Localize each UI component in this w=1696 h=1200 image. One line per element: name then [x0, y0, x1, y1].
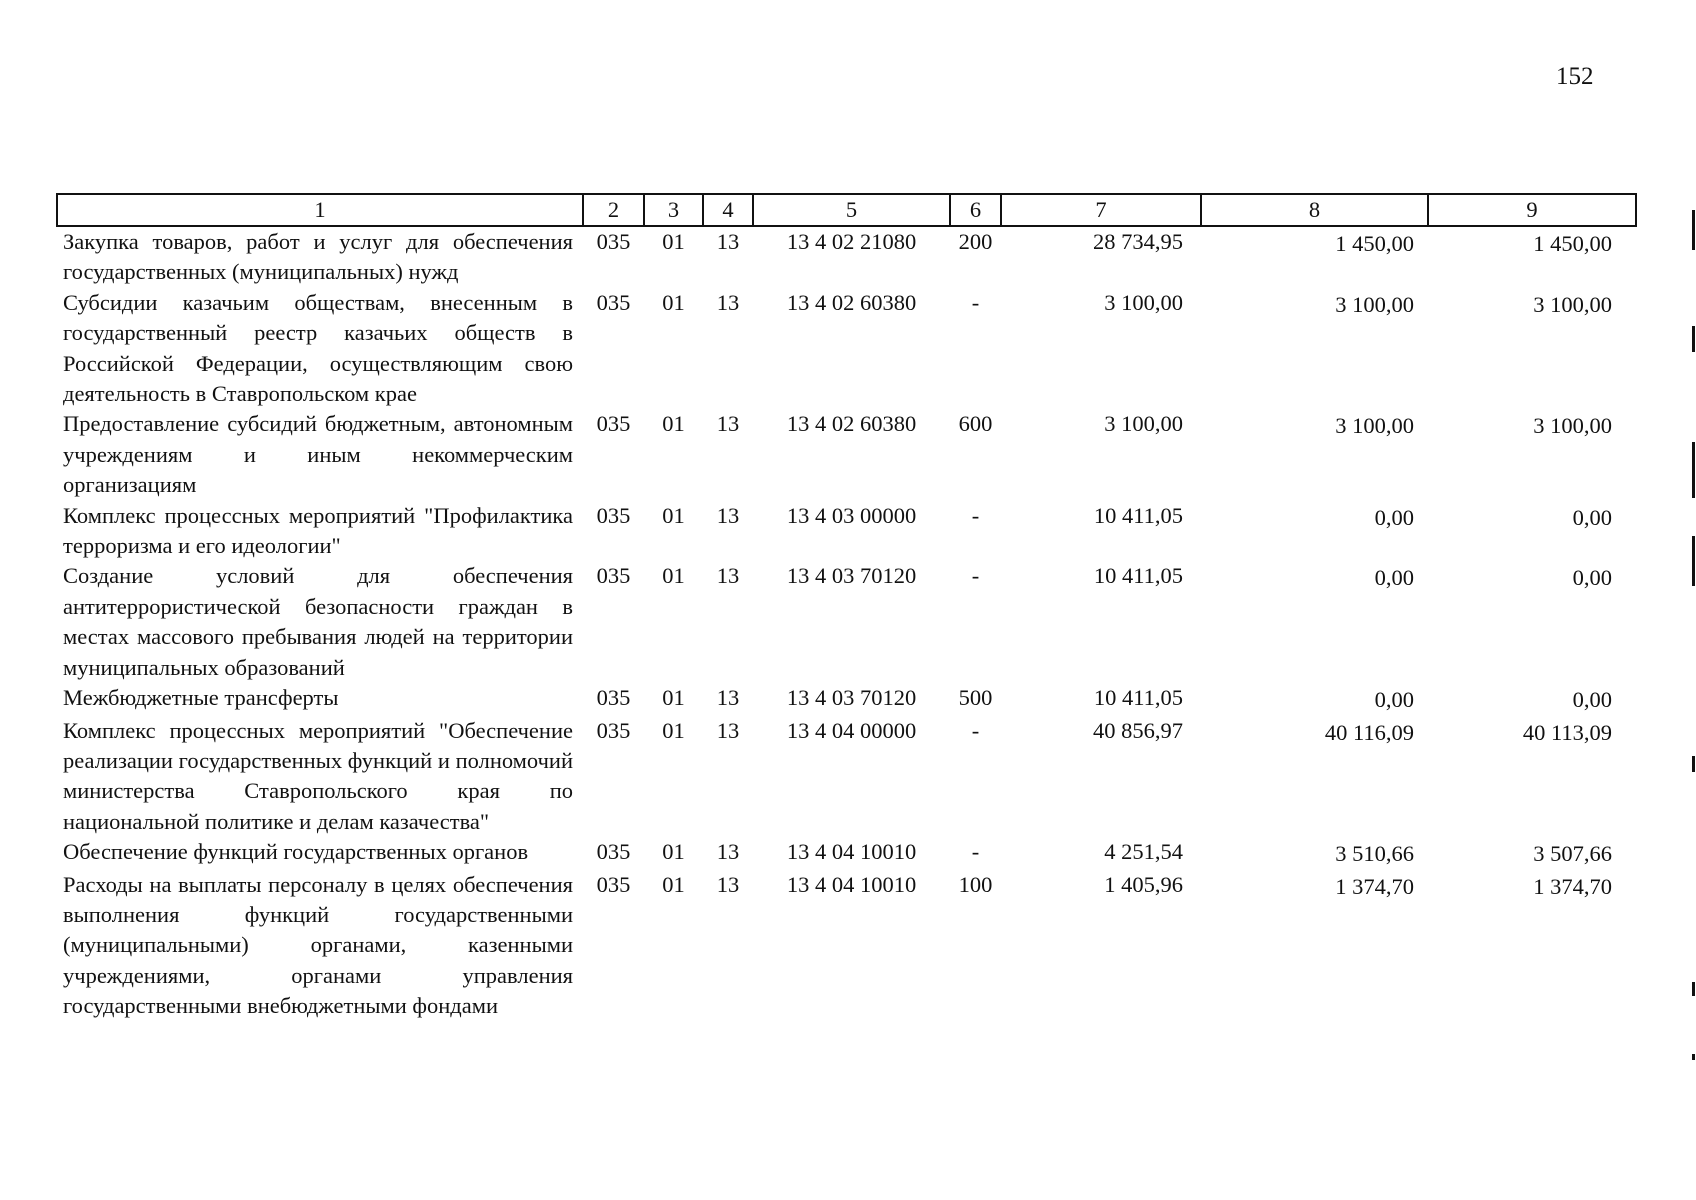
- ministry-code: 035: [596, 502, 631, 528]
- expense-name: Закупка товаров, работ и услуг для обеспечения государственных (муниципальных) нужд: [63, 229, 573, 285]
- expense-type-code: -: [971, 717, 980, 743]
- amount-col-7: 28 734,95: [1093, 229, 1183, 254]
- target-article-code: 13 4 02 60380: [786, 289, 917, 315]
- amount-col-7: 10 411,05: [1093, 502, 1183, 528]
- amount-col-9: 0,00: [1572, 504, 1612, 530]
- section-code: 01: [662, 871, 685, 897]
- target-article-code: 13 4 04 10010: [786, 839, 917, 865]
- section-code: 01: [662, 563, 685, 589]
- amount-col-9: 3 100,00: [1533, 291, 1612, 317]
- header-cell-3: 3: [644, 194, 703, 226]
- scan-edge-mark: [1692, 210, 1695, 250]
- amount-col-8: 3 100,00: [1335, 291, 1414, 317]
- subsection-code: 13: [716, 502, 740, 528]
- amount-col-9: 40 113,09: [1522, 719, 1612, 745]
- expense-name: Межбюджетные трансферты: [63, 685, 339, 711]
- table-row: [57, 288, 1636, 410]
- expense-name: Предоставление субсидий бюджетным, автономным учреждениям и иным некоммерческим организациям: [63, 411, 573, 498]
- amount-col-7: 3 100,00: [1104, 411, 1183, 437]
- expense-type-code: -: [971, 839, 980, 865]
- expense-type-code: -: [971, 563, 980, 589]
- header-cell-8: 8: [1201, 194, 1428, 226]
- amount-col-8: 0,00: [1374, 687, 1414, 713]
- scan-edge-mark: [1692, 442, 1695, 498]
- amount-col-8: 40 116,09: [1324, 719, 1414, 745]
- amount-col-7: 3 100,00: [1104, 289, 1183, 315]
- target-article-code: 13 4 02 21080: [786, 229, 917, 254]
- section-code: 01: [662, 839, 685, 865]
- ministry-code: 035: [596, 563, 631, 589]
- table-header: [57, 194, 1636, 226]
- section-code: 01: [662, 229, 685, 254]
- amount-col-8: 3 100,00: [1335, 413, 1414, 439]
- amount-col-9: 0,00: [1572, 565, 1612, 591]
- scan-edge-mark: [1692, 1054, 1695, 1060]
- amount-col-9: 3 100,00: [1533, 413, 1612, 439]
- table-body: [57, 226, 1636, 1022]
- table-row: [57, 409, 1636, 500]
- expense-name: Обеспечение функций государственных органов: [63, 839, 529, 865]
- amount-col-8: 3 510,66: [1335, 841, 1414, 867]
- target-article-code: 13 4 02 60380: [786, 411, 917, 437]
- table-row: [57, 716, 1636, 838]
- target-article-code: 13 4 03 70120: [786, 685, 917, 711]
- table-row: [57, 683, 1636, 715]
- section-code: 01: [662, 685, 685, 711]
- expense-type-code: -: [971, 502, 980, 528]
- scan-edge-mark: [1692, 756, 1695, 772]
- expense-name: Создание условий для обеспечения антитеррористической безопасности граждан в местах массового пребывания людей на территории муниципальных образований: [63, 563, 573, 680]
- subsection-code: 13: [716, 871, 740, 897]
- amount-col-8: 1 374,70: [1335, 873, 1414, 899]
- amount-col-7: 40 856,97: [1093, 717, 1183, 743]
- subsection-code: 13: [716, 839, 740, 865]
- amount-col-8: 1 450,00: [1335, 231, 1414, 256]
- expense-type-code: 500: [958, 685, 993, 711]
- section-code: 01: [662, 411, 685, 437]
- expense-name: Расходы на выплаты персоналу в целях обеспечения выполнения функций государственными (муниципальными) органами, казенными учреждениями, органами управления государственными внебюджетными фондами: [63, 871, 573, 1019]
- expense-name: Комплекс процессных мероприятий "Обеспечение реализации государственных функций и полномочий министерства Ставропольского края по национальной политике и делам казачества": [63, 717, 573, 834]
- ministry-code: 035: [596, 229, 631, 254]
- expense-name: Субсидии казачьим обществам, внесенным в государственный реестр казачьих обществ в Российской Федерации, осуществляющим свою деятельность в Ставропольском крае: [63, 289, 573, 407]
- table-row: [57, 226, 1636, 288]
- ministry-code: 035: [596, 839, 631, 865]
- table-row: [57, 870, 1636, 1022]
- table-row: [57, 501, 1636, 562]
- subsection-code: 13: [716, 685, 740, 711]
- amount-col-8: 0,00: [1374, 504, 1414, 530]
- subsection-code: 13: [716, 289, 740, 315]
- expense-type-code: -: [971, 289, 980, 315]
- amount-col-8: 0,00: [1374, 565, 1414, 591]
- header-cell-6: 6: [950, 194, 1001, 226]
- subsection-code: 13: [716, 563, 740, 589]
- amount-col-9: 0,00: [1572, 687, 1612, 713]
- target-article-code: 13 4 04 10010: [786, 871, 917, 897]
- ministry-code: 035: [596, 289, 631, 315]
- scan-edge-mark: [1692, 982, 1695, 996]
- table-row: [57, 837, 1636, 869]
- header-cell-1: 1: [57, 194, 583, 226]
- target-article-code: 13 4 03 00000: [786, 502, 917, 528]
- ministry-code: 035: [596, 717, 631, 743]
- ministry-code: 035: [596, 685, 631, 711]
- header-cell-5: 5: [753, 194, 950, 226]
- target-article-code: 13 4 04 00000: [786, 717, 917, 743]
- expense-name: Комплекс процессных мероприятий "Профилактика терроризма и его идеологии": [63, 502, 573, 559]
- subsection-code: 13: [716, 229, 740, 254]
- page-number: 152: [1556, 63, 1594, 90]
- table-row: [57, 561, 1636, 683]
- section-code: 01: [662, 717, 685, 743]
- subsection-code: 13: [716, 717, 740, 743]
- section-code: 01: [662, 289, 685, 315]
- subsection-code: 13: [716, 411, 740, 437]
- ministry-code: 035: [596, 871, 631, 897]
- amount-col-7: 4 251,54: [1104, 839, 1183, 865]
- scan-edge-mark: [1692, 326, 1695, 352]
- target-article-code: 13 4 03 70120: [786, 563, 917, 589]
- scan-edge-mark: [1692, 536, 1695, 586]
- expense-type-code: 100: [958, 871, 993, 897]
- amount-col-9: 1 374,70: [1533, 873, 1612, 899]
- amount-col-9: 3 507,66: [1533, 841, 1612, 867]
- budget-table: [56, 193, 1637, 1022]
- expense-type-code: 200: [958, 229, 993, 254]
- header-row: [57, 194, 1636, 226]
- section-code: 01: [662, 502, 685, 528]
- amount-col-7: 1 405,96: [1104, 871, 1183, 897]
- header-cell-4: 4: [703, 194, 753, 226]
- header-cell-9: 9: [1428, 194, 1636, 226]
- amount-col-7: 10 411,05: [1093, 563, 1183, 589]
- expense-type-code: 600: [958, 411, 993, 437]
- header-cell-7: 7: [1001, 194, 1201, 226]
- ministry-code: 035: [596, 411, 631, 437]
- amount-col-9: 1 450,00: [1533, 231, 1612, 256]
- header-cell-2: 2: [583, 194, 644, 226]
- amount-col-7: 10 411,05: [1093, 685, 1183, 711]
